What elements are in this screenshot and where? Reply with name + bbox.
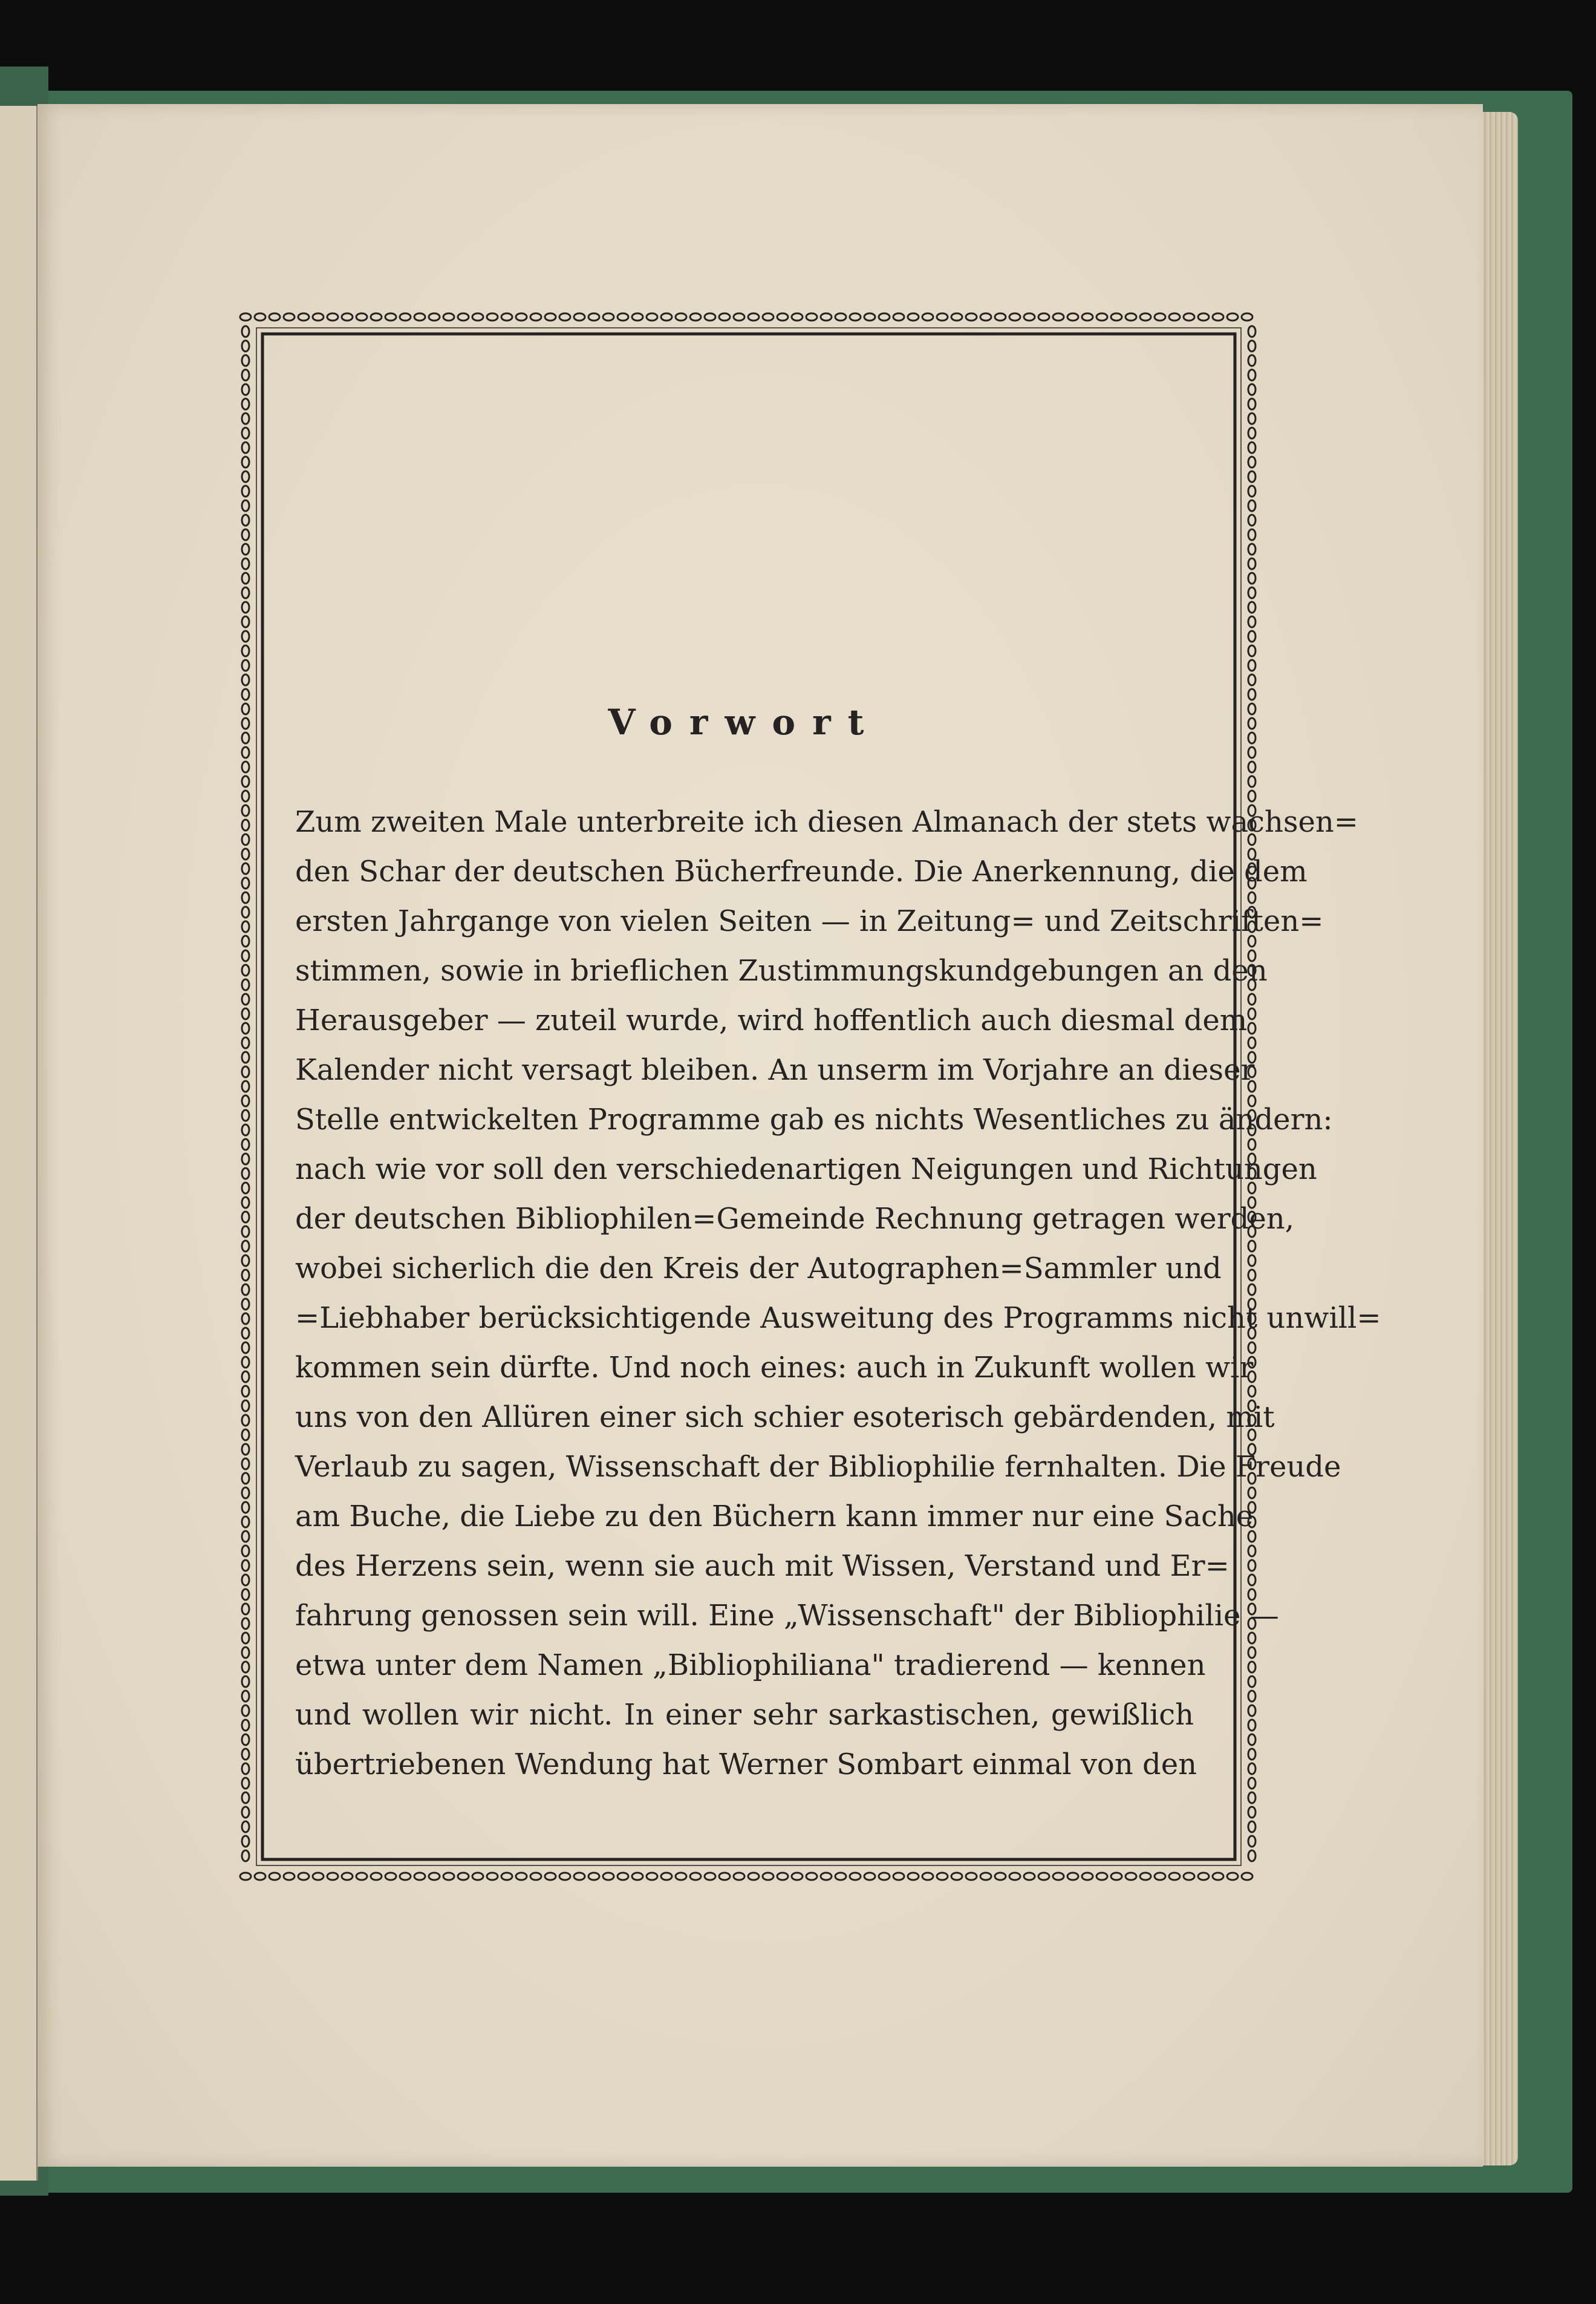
page-title: Vorwort	[608, 702, 881, 743]
text-line: kommen sein dürfte. Und noch eines: auch in Zukunft wollen wir	[295, 1351, 1254, 1385]
text-line: stimmen, sowie in brieflichen Zustimmungskundgebungen an den	[295, 954, 1268, 988]
text-line: der deutschen Bibliophilen=Gemeinde Rechnung getragen werden,	[295, 1202, 1294, 1236]
left-page-edge	[0, 106, 38, 2181]
body-text	[295, 797, 1381, 1789]
text-line: am Buche, die Liebe zu den Büchern kann immer nur eine Sache	[295, 1500, 1254, 1533]
text-line: Herausgeber — zuteil wurde, wird hoffentlich auch diesmal dem	[295, 1004, 1248, 1037]
text-line: Zum zweiten Male unterbreite ich diesen Almanach der stets wachsen=	[295, 805, 1359, 839]
text-line: des Herzens sein, wenn sie auch mit Wissen, Verstand und Er=	[295, 1549, 1230, 1583]
text-line: Kalender nicht versagt bleiben. An unserm im Vorjahre an dieser	[295, 1053, 1255, 1087]
text-line: =Liebhaber berücksichtigende Ausweitung des Programms nicht unwill=	[295, 1301, 1381, 1335]
text-line: etwa unter dem Namen „Bibliophiliana" tradierend — kennen	[295, 1648, 1206, 1682]
page-content	[295, 702, 1381, 1789]
text-line: den Schar der deutschen Bücherfreunde. Die Anerkennung, die dem	[295, 855, 1308, 889]
text-line: Verlaub zu sagen, Wissenschaft der Bibliophilie fernhalten. Die Freude	[295, 1450, 1341, 1484]
text-line: und wollen wir nicht. In einer sehr sarkastischen, gewißlich	[295, 1698, 1194, 1732]
text-line: uns von den Allüren einer sich schier esoterisch gebärdenden, mit	[295, 1400, 1275, 1434]
text-line: Stelle entwickelten Programme gab es nichts Wesentliches zu ändern:	[295, 1103, 1333, 1137]
text-line: übertriebenen Wendung hat Werner Sombart einmal von den	[295, 1748, 1197, 1781]
text-line: ersten Jahrgange von vielen Seiten — in Zeitung= und Zeitschriften=	[295, 904, 1324, 938]
text-line: fahrung genossen sein will. Eine „Wissenschaft" der Bibliophilie —	[295, 1599, 1279, 1633]
text-line: wobei sicherlich die den Kreis der Autographen=Sammler und	[295, 1252, 1222, 1285]
text-line: nach wie vor soll den verschiedenartigen Neigungen und Richtungen	[295, 1152, 1317, 1186]
